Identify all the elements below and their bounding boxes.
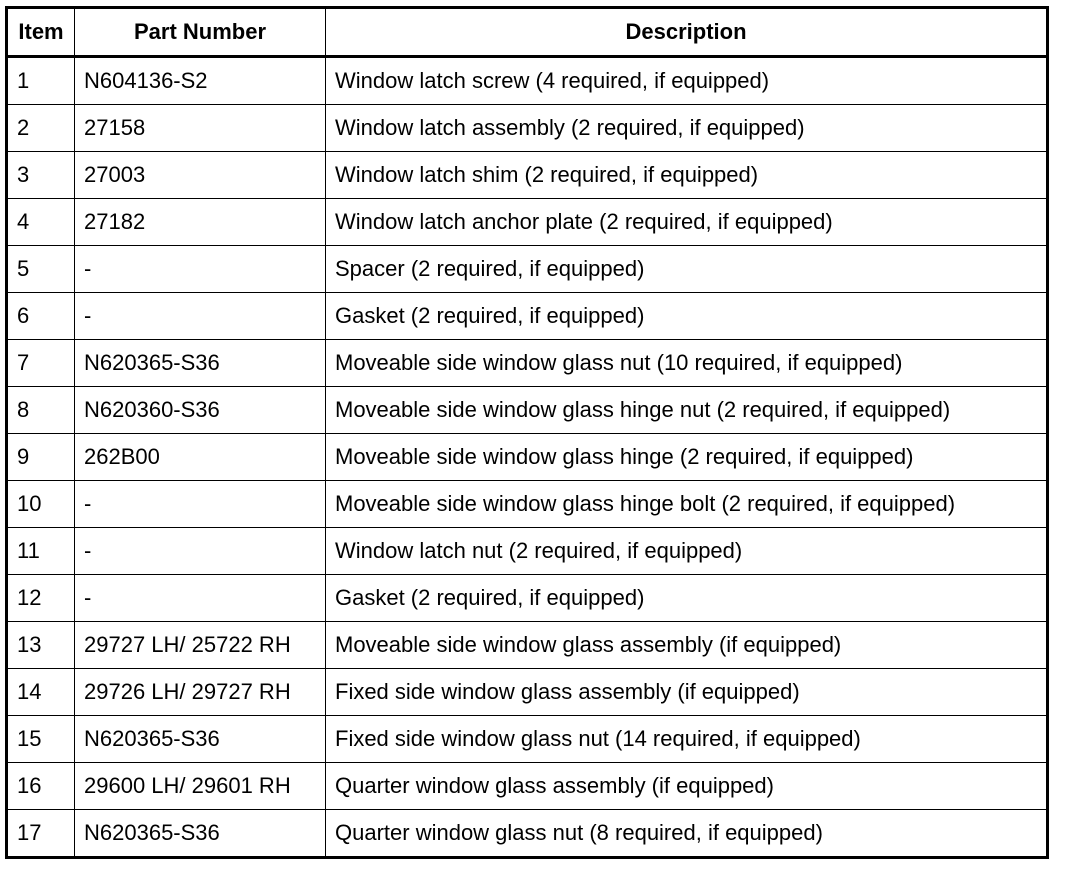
cell-item: 9 (7, 434, 75, 481)
cell-item: 2 (7, 105, 75, 152)
cell-description: Window latch shim (2 required, if equipped) (326, 152, 1048, 199)
cell-description: Gasket (2 required, if equipped) (326, 293, 1048, 340)
cell-part-number: N620365-S36 (75, 340, 326, 387)
cell-part-number: 29600 LH/ 29601 RH (75, 763, 326, 810)
cell-description: Fixed side window glass nut (14 required, if equipped) (326, 716, 1048, 763)
table-row (7, 340, 1048, 387)
table-row (7, 575, 1048, 622)
table-row (7, 152, 1048, 199)
table-row (7, 763, 1048, 810)
table-row (7, 669, 1048, 716)
cell-part-number: - (75, 528, 326, 575)
table-row (7, 246, 1048, 293)
cell-part-number: 29727 LH/ 25722 RH (75, 622, 326, 669)
table-row (7, 481, 1048, 528)
table-row (7, 199, 1048, 246)
cell-item: 17 (7, 810, 75, 858)
cell-part-number: 27182 (75, 199, 326, 246)
cell-part-number: - (75, 246, 326, 293)
table-row (7, 105, 1048, 152)
table-row (7, 528, 1048, 575)
header-description: Description (326, 8, 1048, 57)
parts-table (5, 6, 1049, 859)
cell-description: Window latch assembly (2 required, if equipped) (326, 105, 1048, 152)
cell-description: Window latch screw (4 required, if equipped) (326, 57, 1048, 105)
cell-description: Quarter window glass assembly (if equipped) (326, 763, 1048, 810)
cell-description: Gasket (2 required, if equipped) (326, 575, 1048, 622)
cell-description: Moveable side window glass hinge nut (2 required, if equipped) (326, 387, 1048, 434)
cell-description: Moveable side window glass hinge (2 required, if equipped) (326, 434, 1048, 481)
table-row (7, 716, 1048, 763)
cell-part-number: N604136-S2 (75, 57, 326, 105)
cell-item: 15 (7, 716, 75, 763)
table-body (7, 57, 1048, 858)
table-row (7, 810, 1048, 858)
table-row (7, 293, 1048, 340)
cell-part-number: 262B00 (75, 434, 326, 481)
cell-description: Spacer (2 required, if equipped) (326, 246, 1048, 293)
cell-part-number: 27158 (75, 105, 326, 152)
cell-item: 5 (7, 246, 75, 293)
cell-description: Moveable side window glass assembly (if equipped) (326, 622, 1048, 669)
cell-item: 13 (7, 622, 75, 669)
cell-part-number: 29726 LH/ 29727 RH (75, 669, 326, 716)
header-part-number: Part Number (75, 8, 326, 57)
cell-description: Window latch nut (2 required, if equipped) (326, 528, 1048, 575)
table-header-row (7, 8, 1048, 57)
cell-description: Fixed side window glass assembly (if equipped) (326, 669, 1048, 716)
cell-item: 1 (7, 57, 75, 105)
cell-part-number: - (75, 481, 326, 528)
cell-description: Moveable side window glass hinge bolt (2 required, if equipped) (326, 481, 1048, 528)
table-row (7, 57, 1048, 105)
cell-part-number: - (75, 575, 326, 622)
cell-item: 16 (7, 763, 75, 810)
cell-item: 4 (7, 199, 75, 246)
cell-part-number: N620365-S36 (75, 810, 326, 858)
table-row (7, 387, 1048, 434)
cell-description: Moveable side window glass nut (10 required, if equipped) (326, 340, 1048, 387)
cell-item: 10 (7, 481, 75, 528)
cell-description: Window latch anchor plate (2 required, if equipped) (326, 199, 1048, 246)
table-row (7, 622, 1048, 669)
cell-item: 8 (7, 387, 75, 434)
cell-item: 11 (7, 528, 75, 575)
cell-item: 14 (7, 669, 75, 716)
cell-item: 6 (7, 293, 75, 340)
cell-part-number: N620360-S36 (75, 387, 326, 434)
header-item: Item (7, 8, 75, 57)
cell-part-number: 27003 (75, 152, 326, 199)
cell-description: Quarter window glass nut (8 required, if equipped) (326, 810, 1048, 858)
cell-item: 12 (7, 575, 75, 622)
cell-part-number: - (75, 293, 326, 340)
cell-item: 7 (7, 340, 75, 387)
table-row (7, 434, 1048, 481)
cell-part-number: N620365-S36 (75, 716, 326, 763)
cell-item: 3 (7, 152, 75, 199)
